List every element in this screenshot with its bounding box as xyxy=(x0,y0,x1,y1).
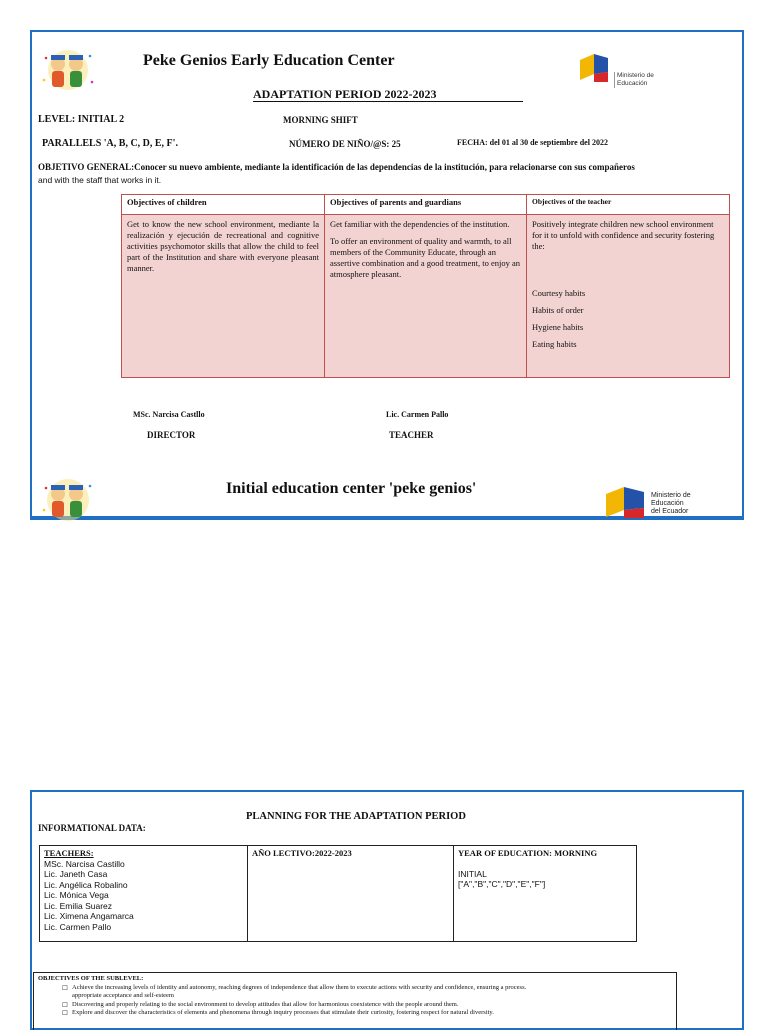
teacher-role: TEACHER xyxy=(389,430,434,440)
checkbox-bullet-icon: ☐ xyxy=(62,984,68,992)
sublevel-item-text: Explore and discover the characteristics of elements and phenomena through inquiry processes that stimulate their curiosity, fostering respect for natural diversity. xyxy=(72,1009,494,1017)
year-of-education: YEAR OF EDUCATION: MORNING xyxy=(458,848,598,858)
ministry-footer-line: Ministerio de xyxy=(651,492,691,499)
objectives-teacher-cell xyxy=(527,215,729,377)
objectives-parents-text-1: Get familiar with the dependencies of the institution. xyxy=(330,219,510,229)
objectives-children-column xyxy=(122,195,325,377)
date-label: FECHA: del 01 al 30 de septiembre del 2022 xyxy=(457,138,608,147)
school-title: Peke Genios Early Education Center xyxy=(143,52,395,69)
director-name: MSc. Narcisa Castllo xyxy=(133,410,205,419)
ministry-logo-icon xyxy=(578,52,612,84)
parallels-label: PARALLELS 'A, B, C, D, E, F'. xyxy=(42,138,178,149)
general-objective-continuation: and with the staff that works in it. xyxy=(38,175,162,185)
children-count: NÚMERO DE NIÑO/@S: 25 xyxy=(289,139,401,149)
objectives-teacher-intro: Positively integrate children new school environment for it to unfold with confidence and security fostering the: xyxy=(532,219,715,251)
teacher-name: Lic. Carmen Pallo xyxy=(386,410,449,419)
sublevel-objectives xyxy=(33,972,677,1030)
ministry-logo-label: Ministerio de Educación xyxy=(617,72,654,87)
ministry-footer-logo-text xyxy=(651,492,691,516)
peke-genios-logo-icon xyxy=(38,46,98,94)
ministry-logo-text xyxy=(614,72,664,88)
teacher-item: Lic. Ximena Angamarca xyxy=(44,911,134,921)
habit-item: Courtesy habits xyxy=(532,288,586,298)
objectives-children-header: Objectives of children xyxy=(122,195,324,215)
sublevel-item xyxy=(38,1001,672,1010)
footer-title: Initial education center 'peke genios' xyxy=(226,480,477,497)
ministry-footer-logo-icon xyxy=(604,484,648,520)
sublevel-item-text: Achieve the increasing levels of identity and autonomy, reaching degrees of independence that allow them to execute actions with security and confidence, ensuring a process. xyxy=(72,983,527,991)
ministry-footer-line: del Ecuador xyxy=(651,508,689,515)
teacher-item: Lic. Angélica Robalino xyxy=(44,879,128,890)
general-objective-label: OBJETIVO GENERAL: xyxy=(38,162,135,172)
teacher-item: MSc. Narcisa Castillo xyxy=(44,858,125,869)
sublevel-item-cont-text: appropriate acceptance and self-esteem xyxy=(72,992,174,1000)
teacher-item: Lic. Mónica Vega xyxy=(44,890,109,900)
general-objective xyxy=(38,162,738,172)
informational-data-label: INFORMATIONAL DATA: xyxy=(38,823,146,833)
objectives-teacher-header: Objectives of the teacher xyxy=(527,195,729,215)
teacher-item: Lic. Carmen Pallo xyxy=(44,921,112,932)
objectives-parents-text-2: To offer an environment of quality and warmth, to all members of the Community Educate, through an assertive combination and a good treatment, to enjoy an atmosphere pleasant. xyxy=(330,236,521,279)
objectives-table xyxy=(121,194,730,378)
checkbox-bullet-icon: ☐ xyxy=(62,1010,68,1018)
objectives-children-text: Get to know the new school environment, mediante la realización y ejecución de recreational and cognitive activities psychomotor skills that allow the child to feel part of the Institution and share with everyone pleasant manner. xyxy=(127,219,319,273)
objectives-parents-header: Objectives of parents and guardians xyxy=(325,195,526,215)
shift-label: MORNING SHIFT xyxy=(283,115,358,125)
sublevel-label: OBJECTIVES OF THE SUBLEVEL: xyxy=(38,975,144,982)
teachers-cell xyxy=(40,846,248,941)
parallels-list: ["A","B","C","D","E","F"] xyxy=(458,879,546,889)
habit-item: Habits of order xyxy=(532,305,584,315)
period-title-underline xyxy=(253,101,523,102)
sublevel-item-text: Discovering and properly relating to the social environment to develop attitudes that allow for harmonious coexistence with the people around them. xyxy=(72,1000,459,1008)
objectives-parents-cell xyxy=(325,215,526,377)
planning-title: PLANNING FOR THE ADAPTATION PERIOD xyxy=(246,811,466,822)
initial-label: INITIAL xyxy=(458,868,487,879)
school-year: AÑO LECTIVO:2022-2023 xyxy=(252,848,352,858)
objectives-children-cell xyxy=(122,215,324,377)
sublevel-item-continuation xyxy=(38,992,672,1001)
habit-item: Hygiene habits xyxy=(532,322,584,332)
general-objective-text: Conocer su nuevo ambiente, mediante la identificación de las dependencias de la institución, para relacionarse con sus compañeros xyxy=(134,162,635,172)
objectives-teacher-column xyxy=(527,195,729,377)
objectives-parents-column xyxy=(325,195,527,377)
teacher-item: Lic. Emilia Suarez xyxy=(44,900,113,911)
level-label: LEVEL: INITIAL 2 xyxy=(38,114,125,125)
ministry-footer-line: Educación xyxy=(651,500,684,507)
period-title: ADAPTATION PERIOD 2022-2023 xyxy=(253,87,437,101)
informational-data-table xyxy=(39,845,637,942)
teachers-label: TEACHERS: xyxy=(44,848,94,858)
peke-genios-footer-logo-icon xyxy=(38,474,98,524)
school-year-cell xyxy=(248,846,454,941)
director-role: DIRECTOR xyxy=(147,430,196,440)
sublevel-item xyxy=(38,984,672,993)
checkbox-bullet-icon: ☐ xyxy=(62,1001,68,1009)
year-of-education-cell xyxy=(454,846,636,941)
teacher-item: Lic. Janeth Casa xyxy=(44,869,108,879)
habit-item: Eating habits xyxy=(532,339,577,349)
sublevel-item xyxy=(38,1009,672,1018)
